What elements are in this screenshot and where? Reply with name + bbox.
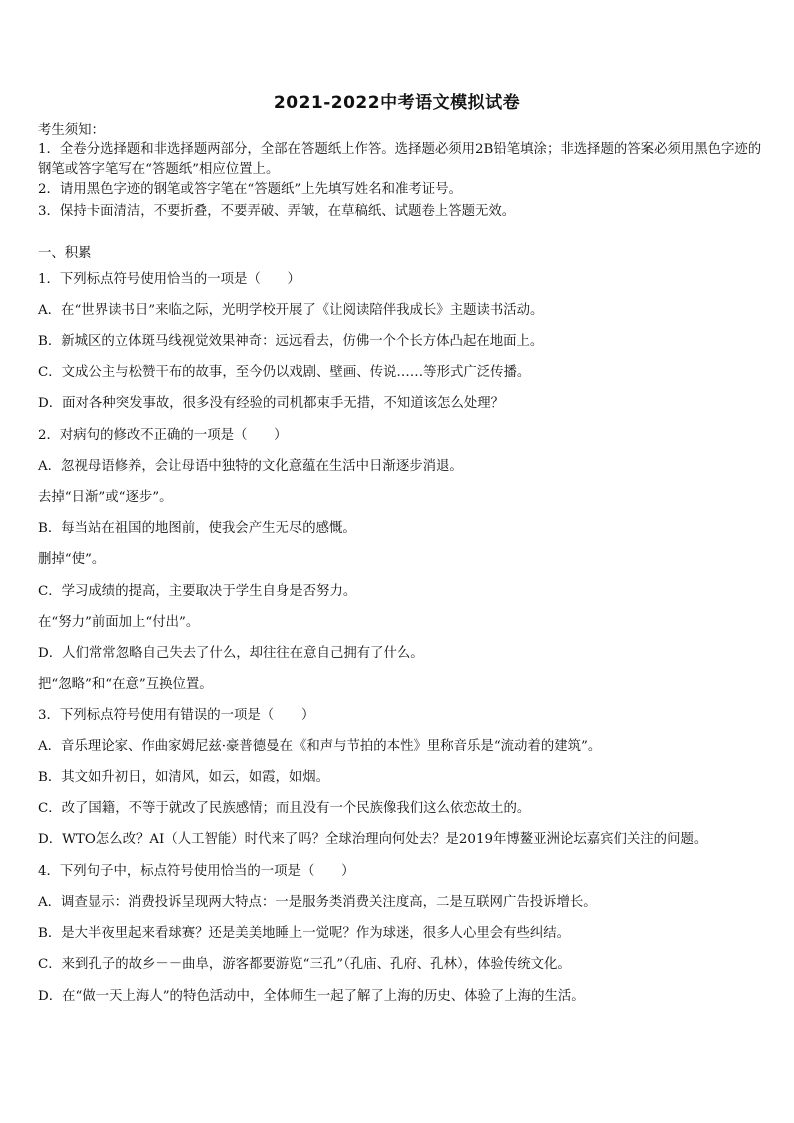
section-heading: 一、积累 [38, 246, 92, 261]
q4-option-d: D．在“做一天上海人”的特色活动中，全体师生一起了解了上海的历史、体验了上海的生活。 [38, 989, 585, 1004]
q4-option-a: A．调查显示：消费投诉呈现两大特点：一是服务类消费关注度高，二是互联网广告投诉增长。 [38, 895, 597, 910]
q4-option-b: B．是大半夜里起来看球赛？还是美美地睡上一觉呢？作为球迷，很多人心里会有些纠结。 [38, 926, 571, 941]
q2-fix-d: 把“忽略”和“在意”互换位置。 [38, 677, 213, 692]
notice-heading: 考生须知： [38, 123, 105, 138]
q1-option-a: A．在“世界读书日”来临之际，光明学校开展了《让阅读陪伴我成长》主题读书活动。 [38, 303, 544, 318]
q3-option-b: B．其文如升初日，如清风，如云，如霞，如烟。 [38, 770, 330, 785]
q1-option-d: D．面对各种突发事故，很多没有经验的司机都束手无措，不知道该怎么处理？ [38, 396, 505, 411]
q4-stem: 4．下列句子中，标点符号使用恰当的一项是（ ） [38, 864, 355, 879]
notice-item-3: 3．保持卡面清洁，不要折叠，不要弄破、弄皱，在草稿纸、试题卷上答题无效。 [38, 204, 516, 219]
q2-option-a: A．忽视母语修养，会让母语中独特的文化意蕴在生活中日渐逐步消退。 [38, 459, 463, 474]
notice-item-2: 2．请用黑色字迹的钢笔或答字笔在“答题纸”上先填写姓名和准考证号。 [38, 182, 462, 197]
q3-option-d: D．WTO怎么改？AI（人工智能）时代来了吗？全球治理向何处去？是2019年博鳌亚洲论坛嘉宾们关注的问题。 [38, 832, 708, 847]
q3-option-c: C．改了国籍，不等于就改了民族感情；而且没有一个民族像我们这么依恋故土的。 [38, 801, 531, 816]
q2-option-c: C．学习成绩的提高，主要取决于学生自身是否努力。 [38, 584, 357, 599]
q2-fix-a: 去掉“日渐”或“逐步”。 [38, 490, 173, 505]
q2-fix-c: 在“努力”前面加上“付出”。 [38, 615, 200, 630]
q1-option-b: B．新城区的立体斑马线视觉效果神奇：远远看去，仿佛一个个长方体凸起在地面上。 [38, 334, 544, 349]
q2-option-d: D．人们常常忽略自己失去了什么，却往往在意自己拥有了什么。 [38, 646, 424, 661]
q3-stem: 3．下列标点符号使用有错误的一项是（ ） [38, 708, 315, 723]
page-title: 2021-2022中考语文模拟试卷 [273, 93, 521, 113]
q1-stem: 1．下列标点符号使用恰当的一项是（ ） [38, 272, 301, 287]
q2-fix-b: 删掉“使”。 [38, 552, 106, 567]
q1-option-c: C．文成公主与松赞干布的故事，至今仍以戏剧、壁画、传说……等形式广泛传播。 [38, 365, 531, 380]
q2-stem: 2．对病句的修改不正确的一项是（ ） [38, 428, 288, 443]
notice-item-1: 1．全卷分选择题和非选择题两部分，全部在答题纸上作答。选择题必须用2B铅笔填涂；非选择题的答案必须用黑色字迹的钢笔或答字笔写在“答题纸”相应位置上。 [38, 142, 762, 177]
q3-option-a: A．音乐理论家、作曲家姆尼兹·豪普德曼在《和声与节拍的本性》里称音乐是“流动着的建筑”。 [38, 739, 602, 754]
q2-option-b: B．每当站在祖国的地图前，使我会产生无尽的感慨。 [38, 521, 356, 536]
q4-option-c: C．来到孔子的故乡－－曲阜，游客都要游览“三孔”（孔庙、孔府、孔林），体验传统文化。 [38, 957, 571, 972]
